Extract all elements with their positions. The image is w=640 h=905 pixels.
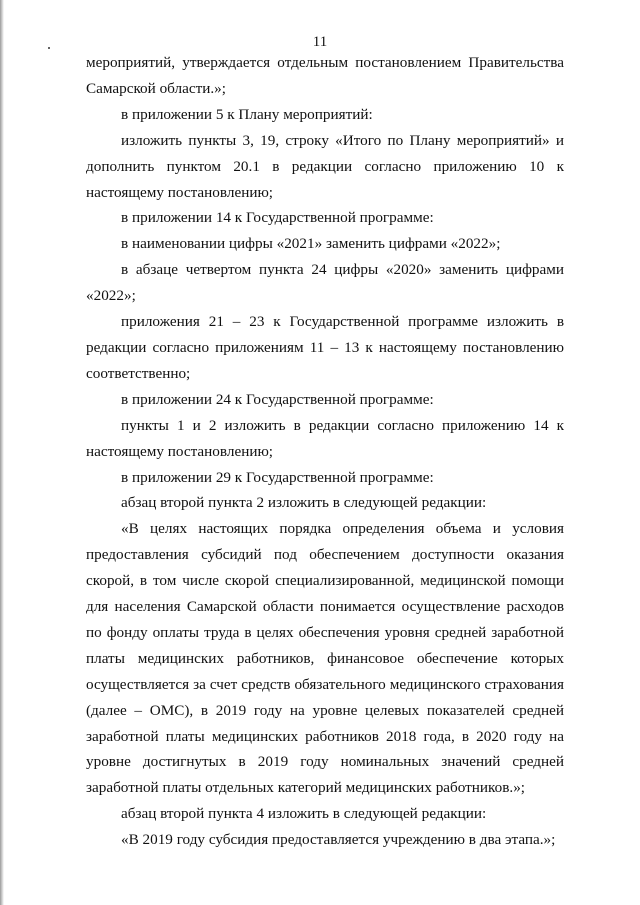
paragraph: в приложении 14 к Государственной программе: bbox=[121, 209, 434, 227]
paragraph: в приложении 24 к Государственной программе: bbox=[121, 390, 434, 408]
paragraph: в наименовании цифры «2021» заменить цифрами «2022»; bbox=[121, 235, 501, 253]
paragraph: приложения 21 – 23 к Государственной программе изложить в редакции согласно приложениям 11 – 13 к настоящему постановлению соответственно; bbox=[86, 313, 564, 382]
paragraph: мероприятий, утверждается отдельным постановлением Правительства Самарской области.»; bbox=[86, 54, 564, 97]
paragraph: в приложении 5 к Плану мероприятий: bbox=[121, 105, 373, 123]
page-number: 11 bbox=[312, 34, 328, 50]
paragraph: абзац второй пункта 4 изложить в следующей редакции: bbox=[121, 805, 487, 823]
paragraph: «В 2019 году субсидия предоставляется учреждению в два этапа.»; bbox=[121, 831, 556, 849]
paragraph: абзац второй пункта 2 изложить в следующей редакции: bbox=[121, 494, 487, 512]
document-body bbox=[86, 50, 564, 853]
paragraph: изложить пункты 3, 19, строку «Итого по Плану мероприятий» и дополнить пунктом 20.1 в редакции согласно приложению 10 к настоящему постановлению; bbox=[86, 131, 564, 201]
paragraph: «В целях настоящих порядка определения объема и условия предоставления субсидий под обеспечением доступности оказания скорой, в том числе скорой специализированной, медицинской помощи для населения Самарской области понимается осуществление расходов по фонду оплаты труда в целях обеспечения уровня средней заработной платы медицинских работников, финансовое обеспечение которых осуществляется за счет средств обязательного медицинского страхования (далее – ОМС), в 2019 году на уровне целевых показателей средней заработной платы медицинских работников 2018 года, в 2020 году на уровне достигнутых в 2019 году номинальных значений средней заработной платы отдельных категорий медицинских работников.»; bbox=[86, 520, 564, 797]
paragraph: в приложении 29 к Государственной программе: bbox=[121, 468, 434, 486]
paragraph: пункты 1 и 2 изложить в редакции согласно приложению 14 к настоящему постановлению; bbox=[86, 416, 564, 460]
scan-edge-shadow bbox=[0, 0, 4, 905]
paragraph: в абзаце четвертом пункта 24 цифры «2020» заменить цифрами «2022»; bbox=[86, 261, 564, 305]
